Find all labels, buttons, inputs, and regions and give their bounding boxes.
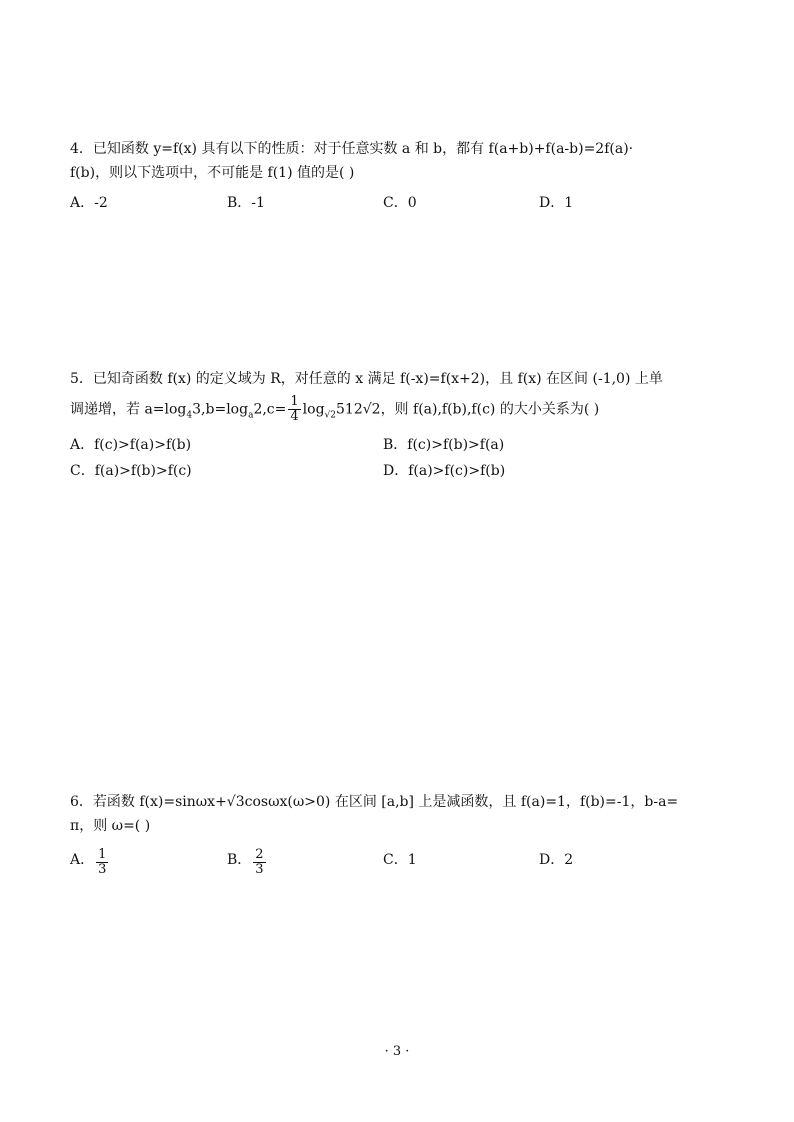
question-5-options-row-2: [70, 459, 734, 483]
option-c[interactable]: C．1: [383, 852, 417, 868]
question-6-options: [70, 844, 734, 878]
option-d[interactable]: D．f(a)>f(c)>f(b): [383, 463, 506, 480]
option-b[interactable]: B． $\frac{2}{3}$: [227, 847, 264, 877]
question-6: [70, 790, 734, 878]
question-4: [70, 137, 734, 215]
option-d[interactable]: D．1: [539, 195, 574, 211]
fraction-b: $\frac{2}{3}$: [255, 847, 264, 877]
sqrt-symbol: √2: [362, 401, 381, 418]
question-6-line-2: π，则 ω=( ): [70, 818, 151, 834]
question-5-line-2: 调递增，若 $a=\log_43,b=\log_a2,c=$ $\frac{1}{4}$ $\log_{√2}512√2$，则 f(a),f(b),f(c) 的大小关系为( ): [70, 394, 600, 424]
question-5-options-row-1: [70, 433, 734, 457]
option-b[interactable]: B．-1: [227, 195, 265, 211]
option-a[interactable]: A．f(c)>f(a)>f(b): [70, 437, 192, 454]
question-4-options: [70, 191, 734, 215]
option-c[interactable]: C．f(a)>f(b)>f(c): [70, 463, 192, 480]
option-a[interactable]: A．-2: [70, 195, 108, 211]
question-5: [70, 367, 734, 483]
question-4-line-1: 4．已知函数 y=f(x) 具有以下的性质：对于任意实数 a 和 b，都有 f(a+b)+f(a-b)=2f(a)·: [70, 141, 634, 157]
question-6-line-1: 6．若函数 f(x)=sinωx+√3cosωx(ω>0) 在区间 [a,b] 上是减函数，且 f(a)=1，f(b)=-1，b-a=: [70, 794, 679, 810]
option-d[interactable]: D．2: [539, 852, 574, 868]
question-5-line-1: 5．已知奇函数 f(x) 的定义域为 R，对任意的 x 满足 f(-x)=f(x+2)，且 f(x) 在区间 (-1,0) 上单: [70, 371, 663, 387]
fraction: $\frac{1}{4}$: [290, 394, 299, 424]
question-4-line-2: f(b)，则以下选项中，不可能是 f(1) 值的是( ): [70, 165, 355, 181]
option-c[interactable]: C．0: [383, 195, 417, 211]
option-a[interactable]: A． $\frac{1}{3}$: [70, 847, 107, 877]
fraction-a: $\frac{1}{3}$: [98, 847, 107, 877]
page-number: · 3 ·: [384, 1044, 410, 1059]
option-b[interactable]: B．f(c)>f(b)>f(a): [383, 437, 505, 454]
